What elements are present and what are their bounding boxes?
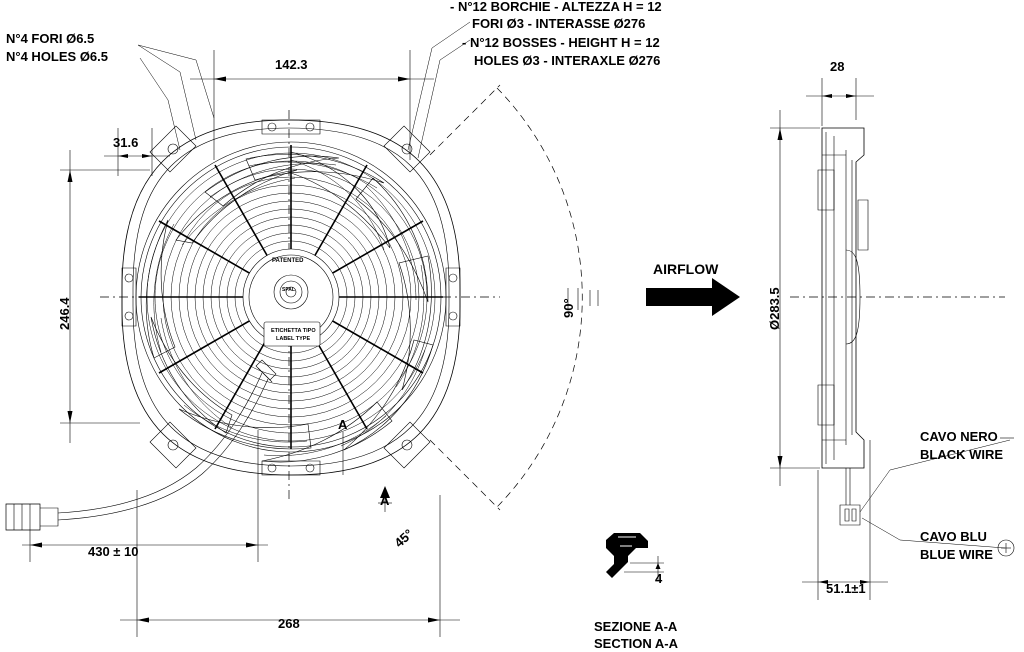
section-marker-top-label: A [338,417,348,432]
section-thickness-label: 4 [655,571,663,586]
angle-90-label: 90° [561,298,576,318]
section-marker-bottom-label: A [380,493,390,508]
section-caption-it: SEZIONE A-A [594,619,678,634]
dim-51-1-label: 51.1±1 [826,581,866,596]
dim-268 [120,490,460,637]
side-view [767,78,1014,600]
dim-430-label: 430 ± 10 [88,544,139,559]
bosses-note-leaders [408,22,470,158]
dim-diameter-label: Ø283.5 [767,287,782,330]
section-caption-en: SECTION A-A [594,636,679,651]
holes-note-en: N°4 HOLES Ø6.5 [6,49,109,64]
wire-black-en-label: BLACK WIRE [920,447,1004,462]
wire-black-it-label: CAVO NERO [920,429,998,444]
wire-blue-en-label: BLUE WIRE [920,547,993,562]
fan-cable [6,360,276,530]
airflow-arrow [646,278,740,316]
bosses-note-line3: - N°12 BOSSES - HEIGHT H = 12 [462,35,660,50]
dim-430 [22,430,268,562]
angle-45-label: 45° [391,526,416,551]
label-plate-line1: ETICHETTA TIPO [271,328,316,334]
holes-note-it: N°4 FORI Ø6.5 [6,31,95,46]
dim-28-label: 28 [830,59,845,74]
holes-note-leaders [138,45,214,150]
dim-246-4-label: 246.4 [57,297,72,330]
dim-31-6-label: 31.6 [113,135,139,150]
dim-246-4 [57,150,150,443]
hub-patented-label: PATENTED [272,258,304,264]
dim-268-label: 268 [278,616,300,631]
airflow-label: AIRFLOW [653,261,719,277]
bosses-note-line4: HOLES Ø3 - INTERAXLE Ø276 [474,53,661,68]
wire-blue-it-label: CAVO BLU [920,529,987,544]
hub-brand-label: SPAL [282,287,295,293]
bosses-note-line2: FORI Ø3 - INTERASSE Ø276 [472,16,646,31]
bosses-note-line1: - N°12 BORCHIE - ALTEZZA H = 12 [450,0,662,14]
label-plate-line2: LABEL TYPE [276,336,311,342]
dim-142-3-label: 142.3 [275,57,308,72]
